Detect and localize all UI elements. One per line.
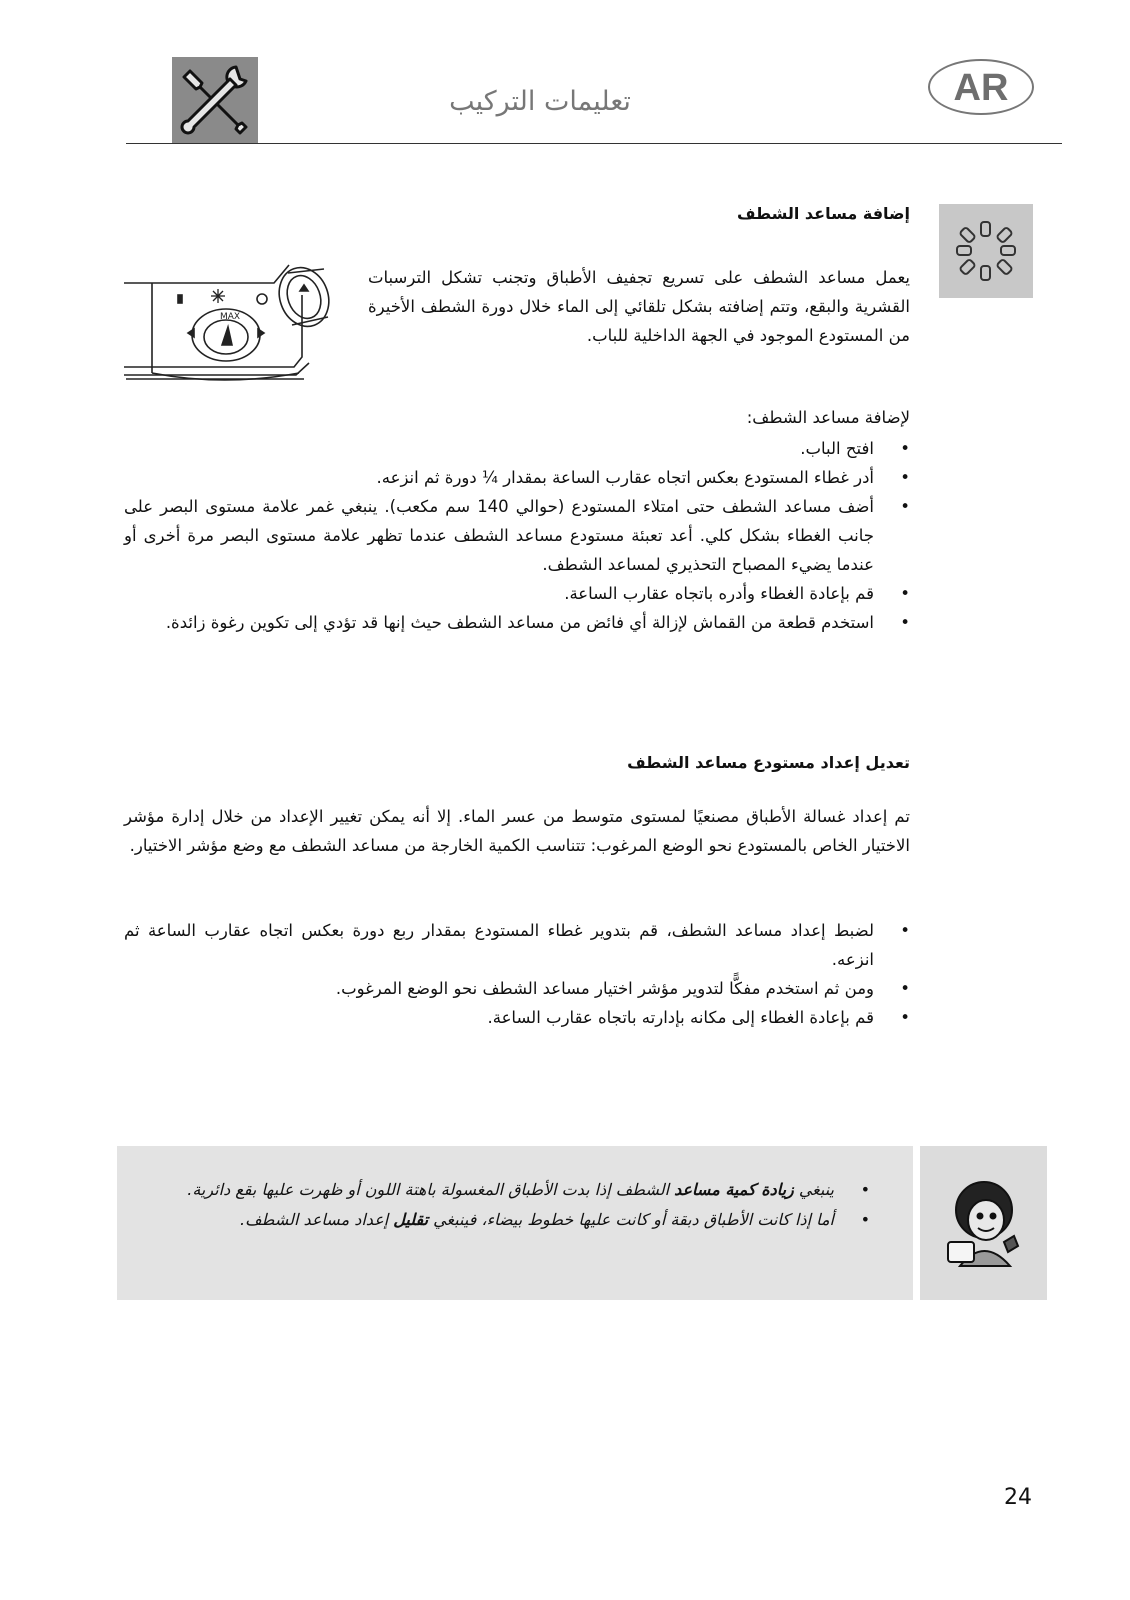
tip-text: أما إذا كانت الأطباق دبقة أو كانت عليها خطوط بيضاء، فينبغي — [428, 1210, 834, 1229]
svg-text:MAX: MAX — [220, 312, 241, 322]
page-title: تعليمات التركيب — [449, 86, 631, 117]
tips-list — [124, 1175, 870, 1235]
mascot-character-icon — [920, 1146, 1047, 1300]
list-item: • افتح الباب. — [124, 434, 910, 463]
tip-item — [124, 1205, 870, 1235]
tip-text: إعداد مساعد الشطف. — [240, 1210, 394, 1229]
tools-icon — [172, 57, 258, 143]
tip-text: ينبغي — [793, 1180, 834, 1199]
list-item: • ومن ثم استخدم مفكًّا لتدوير مؤشر اختيار مساعد الشطف نحو الوضع المرغوب. — [124, 974, 910, 1003]
add-rinse-aid-label: لإضافة مساعد الشطف: — [746, 408, 910, 427]
page-number: 24 — [1004, 1485, 1032, 1510]
tip-emphasis: زيادة كمية مساعد — [674, 1180, 794, 1199]
adjust-paragraph: تم إعداد غسالة الأطباق مصنعيًا لمستوى متوسط من عسر الماء. إلا أنه يمكن تغيير الإعداد من خلال إدارة مؤشر الاختيار الخاص بالمستودع نحو الوضع المرغوب: تتناسب الكمية الخارجة من مساعد الشطف مع وضع مؤشر الاختيار. — [124, 807, 910, 855]
rinse-aid-steps — [124, 434, 910, 637]
tip-text: الشطف إذا بدت الأطباق المغسولة باهتة اللون أو ظهرت عليها بقع دائرية. — [187, 1180, 675, 1199]
list-item: • أضف مساعد الشطف حتى امتلاء المستودع (حوالي 140 سم مكعب). ينبغي غمر علامة مستوى البصر على جانب الغطاء بشكل كلي. أعد تعبئة مستودع مساعد الشطف عندما تظهر علامة مستوى البصر مرة أخرى أو عندما يضيء المصباح التحذيري لمساعد الشطف. — [124, 492, 910, 579]
list-item: • أدر غطاء المستودع بعكس اتجاه عقارب الساعة بمقدار ¼ دورة ثم انزعه. — [124, 463, 910, 492]
rinse-aid-sun-icon — [939, 204, 1033, 298]
language-badge-label: AR — [953, 67, 1009, 109]
rinse-aid-paragraph: يعمل مساعد الشطف على تسريع تجفيف الأطباق وتجنب تشكل الترسبات القشرية والبقع، وتتم إضافته بشكل تلقائي إلى الماء خلال دورة الشطف الأخيرة من المستودع الموجود في الجهة الداخلية للباب. — [368, 268, 910, 345]
tip-emphasis: تقليل — [393, 1210, 429, 1229]
list-item: • قم بإعادة الغطاء وأدره باتجاه عقارب الساعة. — [124, 579, 910, 608]
adjust-heading: تعديل إعداد مستودع مساعد الشطف — [627, 753, 910, 772]
list-item: • قم بإعادة الغطاء إلى مكانه بإدارته باتجاه عقارب الساعة. — [124, 1003, 910, 1032]
dispenser-illustration — [124, 255, 336, 400]
rinse-aid-heading: إضافة مساعد الشطف — [736, 204, 910, 223]
list-item: • لضبط إعداد مساعد الشطف، قم بتدوير غطاء المستودع بمقدار ربع دورة بعكس اتجاه عقارب الساعة ثم انزعه. — [124, 916, 910, 974]
list-item: • استخدم قطعة من القماش لإزالة أي فائض من مساعد الشطف حيث إنها قد تؤدي إلى تكوين رغوة زائدة. — [124, 608, 910, 637]
language-badge — [928, 59, 1034, 115]
tip-item — [124, 1175, 870, 1205]
adjust-steps — [124, 916, 910, 1032]
header-divider — [126, 143, 1062, 144]
